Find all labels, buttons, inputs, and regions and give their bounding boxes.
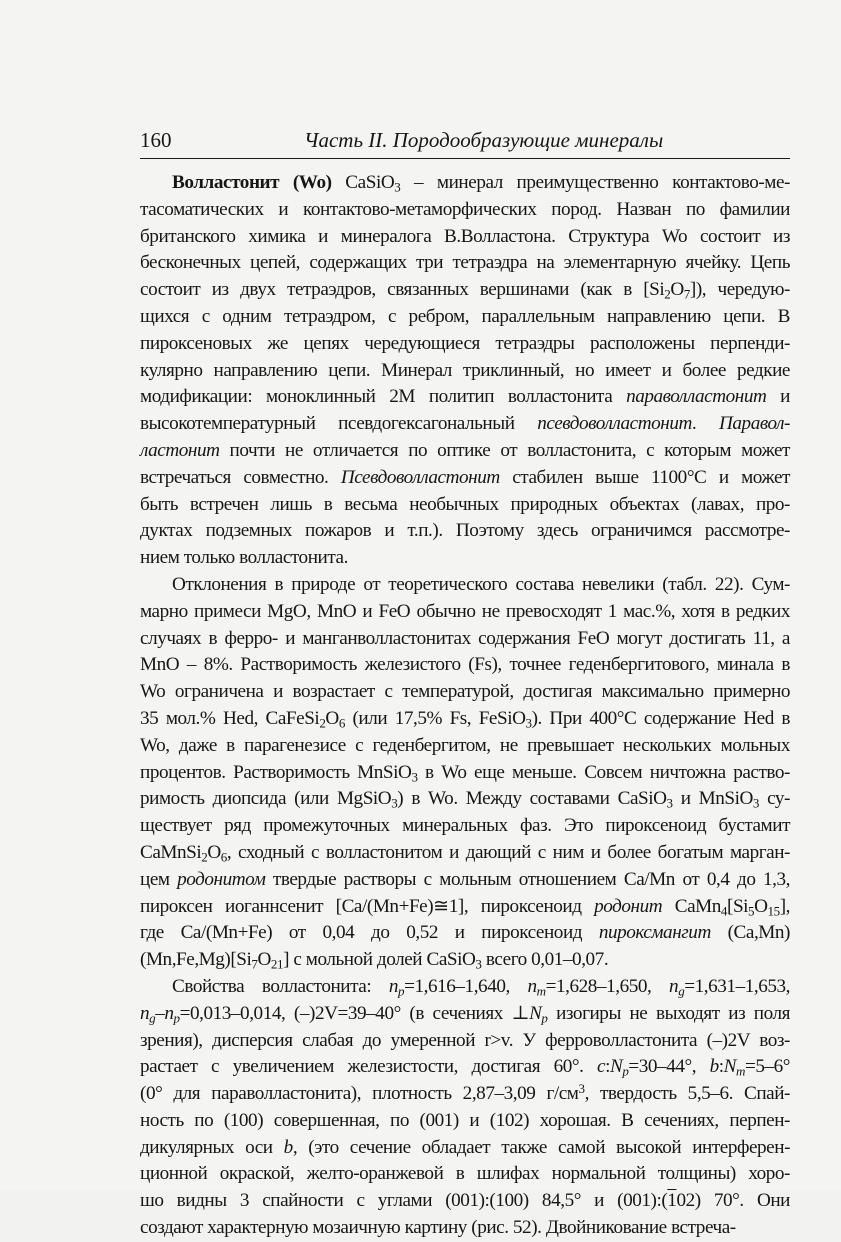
text-line: пироксен иоганнсенит [Ca/(Mn+Fe)≅1], пироксеноид родонит $CaMn_4[Si_5O_{15}]$, [140,895,790,918]
text-line: случаях в ферро- и манганволластонитах содержания FeO могут достигать 11, а [140,627,790,649]
text-line: $n_g-n_p=0,013-0,014$, (–)2V=39–40° (в сечениях $\perp N_p$ изогиры не выходят из поля [140,1002,790,1025]
running-title: Часть II. Породообразующие минералы [304,128,664,152]
text-line: нием только волластонита. [140,547,348,569]
text-line: создают характерную мозаичную картину (рис. 52). Двойникование встреча- [140,1217,736,1239]
text-line: модификации: моноклинный 2М политип волластонита параволластонит и [140,386,790,408]
text-line: Свойства волластонита: $n_p=1,616-1,640$, $n_m=1,628-1,650$, $n_g=1,631-1,653$, [172,975,790,999]
text-line: ность по (100) совершенная, по (001) и (102) хорошая. В сечениях, перпен- [140,1109,790,1131]
text-line: Wo, даже в парагенезисе с геденбергитом, не превышает нескольких мольных [140,734,790,756]
text-line: растает с увеличением железистости, достигая 60°. $c:N_p=30-44^\circ$, $b:N_m=5-6^\circ$ [140,1056,790,1079]
text-line: (0° для параволластонита), плотность 2,87–3,09 $г/см^3$, твердость 5,5–6. Спай- [140,1081,790,1105]
text-line: 35 мол.% Hed, $CaFeSi_2O_6$ (или 17,5% Fs, FeSiO$_3$). При 400°C содержание Hed в [140,707,791,731]
text-line: ционной окраской, желто-оранжевой в шлифах нормальной толщины) хоро- [140,1163,790,1185]
text-line: тасоматических и контактово-метаморфических пород. Назван по фамилии [140,198,790,220]
text-line: процентов. Растворимость MnSiO$_3$ в Wo еще меньше. Совсем ничтожна раство- [140,761,790,784]
text-line: шо видны 3 спайности с углами (001):(100) 84,5° и (001):(102) 70°. Они [140,1190,790,1212]
text-line: высокотемпературный псевдогексагональный псевдоволластонит. Паравол- [140,413,790,435]
text-line: дикулярных оси b, (это сечение обладает также самой высокой интерферен- [140,1136,791,1158]
text-line: $CaMnSi_2O_6$, сходный с волластонитом и дающий с ним и более богатым марган- [140,841,790,865]
text-line: встречаться совместно. Псевдоволластонит стабилен выше 1100°C и может [140,466,790,488]
text-line: щихся с одним тетраэдром, с ребром, параллельным направлению цепи. В [140,305,790,327]
text-line: MnO – 8%. Растворимость железистого (Fs), точнее геденбергитового, минала в [140,654,790,676]
text-line: где Ca/(Mn+Fe) от 0,04 до 0,52 и пироксеноид пироксмангит (Ca,Mn) [140,922,790,944]
text-line: кулярно направлению цепи. Минерал триклинный, но имеет и более редкие [140,359,790,381]
text-line: состоит из двух тетраэдров, связанных вершинами (как в $[Si_2O_7]$), чередую- [140,279,790,302]
text-line: ществует ряд промежуточных минеральных фаз. Это пироксеноид бустамит [140,815,790,837]
text-line: Wo ограничена и возрастает с температурой, достигая максимально примерно [140,681,790,703]
page-body [140,170,790,1242]
paragraph-composition [140,572,790,974]
paragraph-wollastonite-intro [140,170,790,572]
text-line: цем родонитом твердые растворы с мольным отношением Ca/Mn от 0,4 до 1,3, [140,868,790,890]
text-line: Отклонения в природе от теоретического состава невелики (табл. 22). Сум- [172,573,790,595]
text-line: римость диопсида (или MgSiO$_3$) в Wo. Между составами CaSiO$_3$ и MnSiO$_3$ су- [140,788,790,811]
text-line: быть встречен лишь в весьма необычных природных объектах (лавах, про- [140,493,790,515]
text-line: пироксеновых же цепях чередующиеся тетраэдры расположены перпенди- [140,332,790,354]
text-line: $(Mn,Fe,Mg)[Si_7O_{21}]$ с мольной долей CaSiO$_3$ всего 0,01–0,07. [140,949,609,972]
text-line: зрения), дисперсия слабая до умеренной r>v. У ферроволластонита (–)2V воз- [140,1029,790,1051]
text-line: ластонит почти не отличается по оптике от волластонита, с которым может [140,439,790,461]
text-line: Волластонит (Wo) CaSiO$_3$ – минерал преимущественно контактово-ме- [172,172,790,195]
text-line: британского химика и минералога В.Волластона. Структура Wo состоит из [140,225,790,247]
text-line: марно примеси MgO, MnO и FeO обычно не превосходят 1 мас.%, хотя в редких [140,600,790,622]
text-line: дуктах подземных пожаров и т.п.). Поэтому здесь ограничимся рассмотре- [140,520,790,542]
page-number: 160 [140,128,172,152]
text-line: бесконечных цепей, содержащих три тетраэдра на элементарную ячейку. Цепь [140,252,790,274]
paragraph-properties [140,974,790,1242]
page-header [140,124,790,159]
